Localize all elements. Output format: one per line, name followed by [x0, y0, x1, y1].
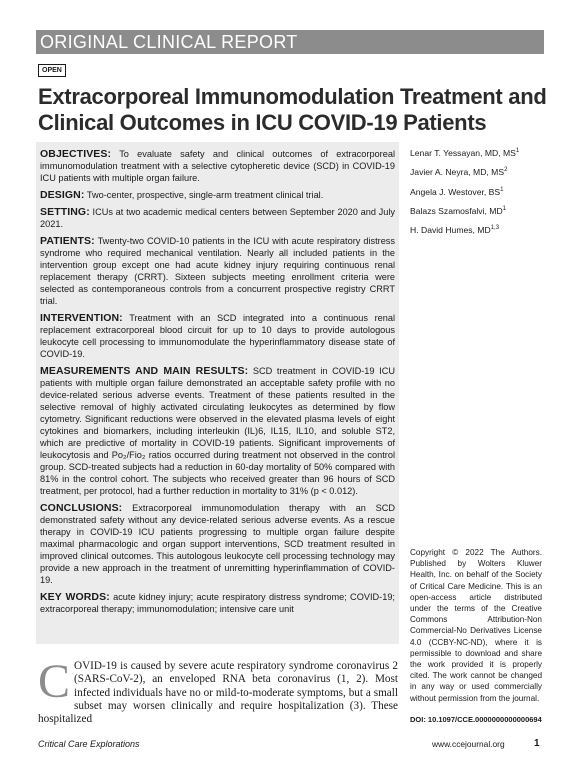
abstract-text: SCD treatment in COVID-19 ICU patients with multiple organ failure demonstrated an acceptable safety profile with no device-related serious adverse events. Treatment of these patients resulted in the selective removal of highly activated circulating leukocytes as determined by flow cytometry. Significant reductions were observed in the elevated plasma levels of eight cytokines and biomarkers, including interleukin (IL)6, IL15, IL10, and soluble ST2, which are predictive of mortality in COVID-19 patients. Significant improvements of leukocytosis and Po₂/Fio₂ ratios occurred during treatment not observed in the control group. SCD-treated subjects had a reduction in 60-day mortality of 50% compared with 81% in the control cohort. The subjects who received greater than 96 hours of SCD treatment, per protocol, had a further reduction in mortality to 31% (p < 0.012).: [40, 366, 395, 496]
body-text: OVID-19 is caused by severe acute respiratory syndrome coronavirus 2 (SARS-CoV-2), an enveloped RNA beta coronavirus (1, 2). Most infected individuals have no or mild-to-moderate symptoms, but a small subset may worsen clinically and require hospitalization (3). These hospitalized: [38, 660, 398, 726]
abstract-heading: CONCLUSIONS:: [40, 502, 123, 514]
journal-name: Critical Care Explorations: [38, 739, 140, 749]
author: Javier A. Neyra, MD, $MS^2$: [410, 167, 508, 178]
abstract-heading: PATIENTS:: [40, 235, 95, 247]
abstract-conclusions: [40, 502, 395, 586]
abstract-text: acute kidney injury; acute respiratory distress syndrome; COVID-19; extracorporeal therapy; immunomodulation; intensive care unit: [40, 592, 395, 614]
abstract-patients: [40, 235, 395, 307]
abstract-design: [40, 189, 395, 201]
section-banner: ORIGINAL CLINICAL REPORT: [36, 30, 544, 54]
abstract-heading: SETTING:: [40, 206, 90, 218]
abstract-results: [40, 365, 395, 497]
body-intro-paragraph: [38, 655, 398, 726]
doi-link[interactable]: DOI: 10.1097/CCE.0000000000000694: [410, 715, 542, 724]
author: Angela J. Westover, $BS^1$: [410, 186, 504, 197]
abstract-text: Treatment with an SCD integrated into a continuous renal replacement extracorporeal blood circuit for up to 10 days to provide autologous leukocyte cell processing to immunomodulate the hyperinflammatory disease state of COVID-19.: [40, 313, 395, 359]
abstract-text: Twenty-two COVID-10 patients in the ICU with acute respiratory distress syndrome who required mechanical ventilation. Nearly all included patients in the intervention group except one had acute kidney injury requiring continuous renal replacement therapy (CRRT). Sixteen subjects meeting enrollment criteria were selected as contemporaneous controls from a concurrent prospective registry CRRT trial.: [40, 236, 395, 306]
abstract-heading: DESIGN:: [40, 189, 85, 201]
abstract-text: To evaluate safety and clinical outcomes of extracorporeal immunomodulation treatment with a selective cytopheretic device (SCD) in COVID-19 ICU patients with multiple organ failure.: [40, 149, 395, 183]
abstract-keywords: [40, 591, 395, 615]
author-list: [410, 143, 550, 240]
author: H. David Humes, MD$^{1,3}$: [410, 225, 500, 236]
abstract-objectives: [40, 148, 395, 184]
abstract-box: [36, 142, 399, 644]
abstract-setting: [40, 206, 395, 230]
abstract-heading: INTERVENTION:: [40, 312, 123, 324]
abstract-intervention: [40, 312, 395, 360]
page-number: 1: [534, 738, 540, 749]
abstract-heading: OBJECTIVES:: [40, 148, 112, 160]
abstract-text: Two-center, prospective, single-arm treatment clinical trial.: [86, 190, 324, 200]
abstract-heading: KEY WORDS:: [40, 591, 110, 603]
abstract-heading: MEASUREMENTS AND MAIN RESULTS:: [40, 365, 249, 377]
copyright-notice: Copyright © 2022 The Authors. Published by Wolters Kluwer Health, Inc. on behalf of the Society of Critical Care Medicine. This is an open-access article distributed under the terms of the Creative Commons Attribution-Non Commercial-No Derivatives License 4.0 (CCBY-NC-ND), where it is permissible to download and share the work provided it is properly cited. The work cannot be changed in any way or used commercially without permission from the journal.: [410, 548, 542, 703]
author: Balazs Szamosfalvi, $MD^1$: [410, 205, 506, 216]
abstract-text: Extracorporeal immunomodulation therapy with an SCD demonstrated safety without any device-related serious adverse events. As a rescue therapy in COVID-19 ICU patients progressing to multiple organ failure despite maximal pharmacologic and organ support interventions, SCD treatment resulted in improved clinical outcomes. This autologous leukocyte cell processing technology may provide a new approach in the treatment of unremitting hyperinflammation of COVID-19.: [40, 503, 395, 585]
journal-url[interactable]: www.ccejournal.org: [432, 739, 505, 749]
open-access-badge: OPEN: [38, 64, 66, 77]
article-title: Extracorporeal Immunomodulation Treatment and Clinical Outcomes in ICU COVID-19 Patients: [38, 84, 547, 135]
abstract-text: ICUs at two academic medical centers between September 2020 and July 2021.: [40, 207, 396, 229]
drop-cap: C: [38, 655, 71, 708]
author: Lenar T. Yessayan, MD, $MS^1$: [410, 147, 520, 158]
